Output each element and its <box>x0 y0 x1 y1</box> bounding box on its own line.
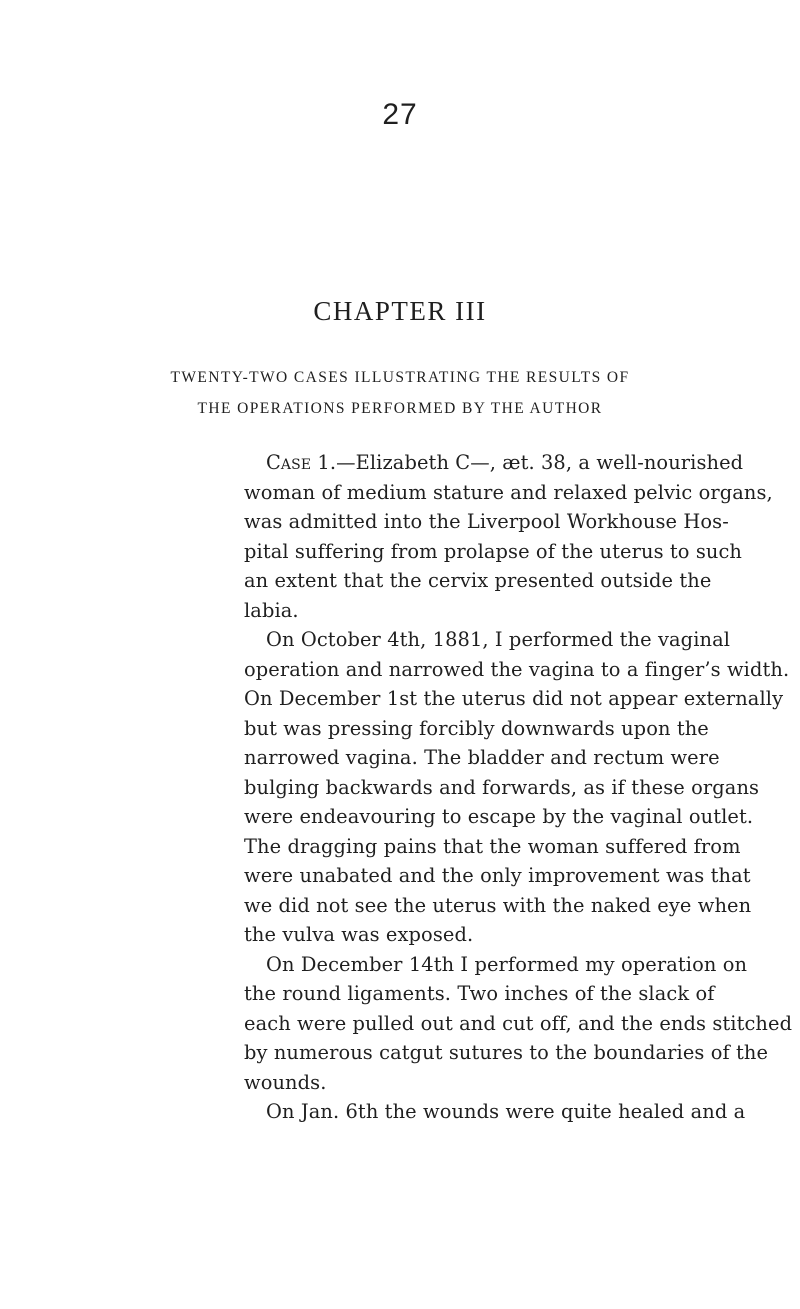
text-line: pital suffering from prolapse of the uterus to such <box>244 539 743 563</box>
text-line <box>244 448 744 478</box>
chapter-subtitle-line-2: THE OPERATIONS PERFORMED BY THE AUTHOR <box>197 400 603 417</box>
text-line: but was pressing forcibly downwards upon the <box>244 716 709 740</box>
text-line: The dragging pains that the woman suffered from <box>244 834 741 858</box>
text-line: were endeavouring to escape by the vaginal outlet. <box>244 805 754 828</box>
text-line: was admitted into the Liverpool Workhouse Hos- <box>244 510 729 533</box>
page-number: 27 <box>382 98 418 131</box>
text-line: by numerous catgut sutures to the boundaries of the <box>244 1041 769 1064</box>
chapter-subtitle-line-1: TWENTY-TWO CASES ILLUSTRATING THE RESULTS OF <box>170 369 630 386</box>
text-line: an extent that the cervix presented outside the <box>244 569 712 592</box>
text-line: narrowed vagina. The bladder and rectum were <box>244 746 720 769</box>
text-line: operation and narrowed the vagina to a finger’s width. <box>244 657 790 681</box>
text-line: we did not see the uterus with the naked eye when <box>244 893 752 917</box>
body-text <box>244 448 793 1127</box>
text-line: wounds. <box>244 1070 327 1094</box>
text-line: On October 4th, 1881, I performed the vaginal <box>266 628 731 651</box>
text-line: were unabated and the only improvement was that <box>244 864 751 887</box>
text-line: the vulva was exposed. <box>244 923 474 946</box>
text-line: On Jan. 6th the wounds were quite healed and a <box>266 1100 746 1123</box>
text-line: On December 1st the uterus did not appear externally <box>244 687 784 710</box>
case-heading-text: 1.—Elizabeth C—, æt. 38, a well-nourished <box>311 451 744 474</box>
text-line: woman of medium stature and relaxed pelvic organs, <box>244 480 773 504</box>
text-line: bulging backwards and forwards, as if these organs <box>244 775 760 799</box>
text-line: each were pulled out and cut off, and the ends stitched <box>244 1011 793 1035</box>
text-line: On December 14th I performed my operation on <box>266 952 748 976</box>
chapter-title: CHAPTER III <box>313 296 487 326</box>
text-line: the round ligaments. Two inches of the slack of <box>244 982 715 1005</box>
case-label: Case <box>266 451 312 474</box>
text-line: labia. <box>244 598 299 622</box>
